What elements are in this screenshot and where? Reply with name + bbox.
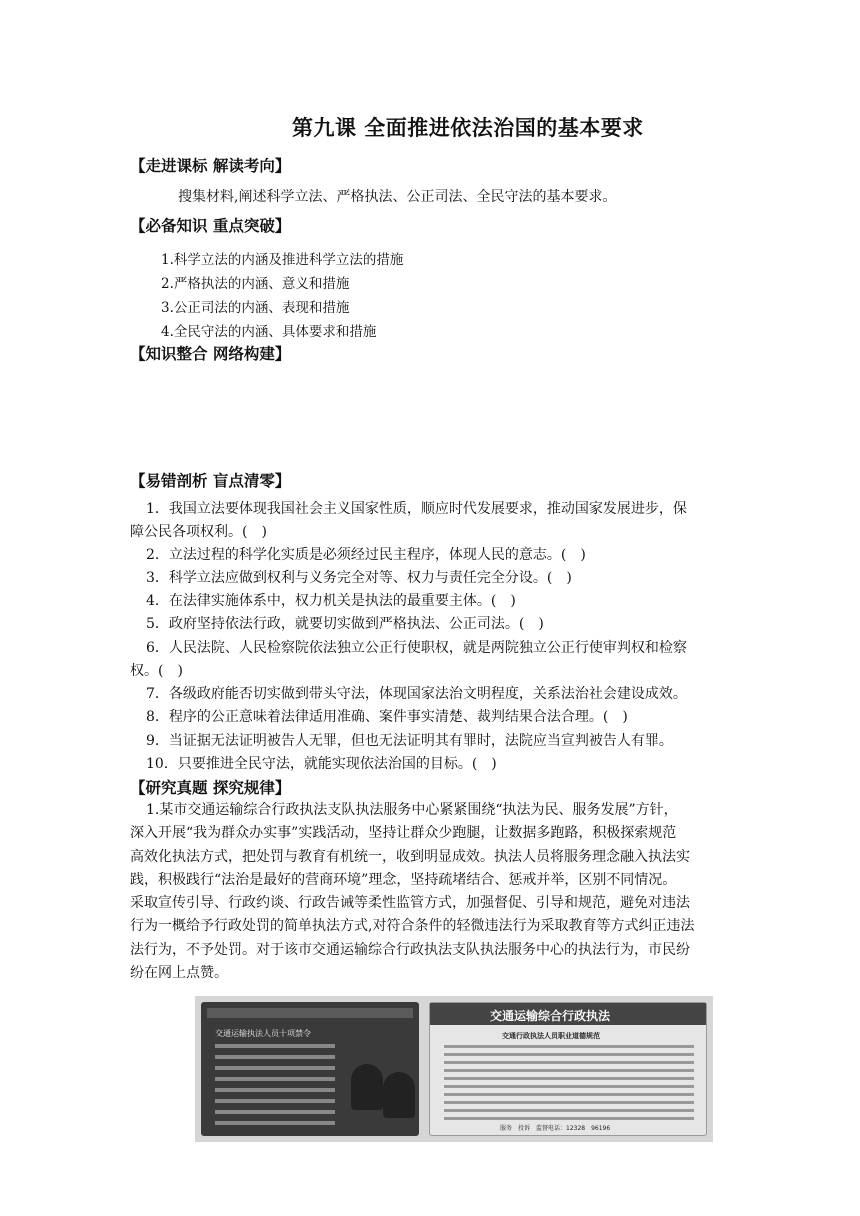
ethics-board-subtitle: 交通行政执法人员职业道德规范 [502,1032,600,1040]
ethics-board-footer: 服务 投诉 监督电话：12328 96196 [500,1125,611,1132]
error-item: 权。( ) [130,663,183,679]
question-paragraph [130,799,740,985]
officer-cartoon-icon [351,1064,383,1110]
section-heading-exam: 【研究真题 探究规律】 [130,779,291,797]
prohibitions-board [201,1002,419,1136]
knowledge-item: 4.全民守法的内涵、具体要求和措施 [161,324,377,340]
question-line: 行为一概给予行政处罚的简单执法方式,对符合条件的轻微违法行为采取教育等方式纠正违法 [130,918,695,935]
section-heading-standards: 【走进课标 解读考向】 [130,157,291,175]
question-line: 法行为，不予处罚。对于该市交通运输综合行政执法支队执法服务中心的执法行为，市民纷 [130,941,690,958]
error-item: 8．程序的公正意味着法律适用准确、案件事实清楚、裁判结果合法合理。( ) [146,709,628,725]
section-heading-errors: 【易错剖析 盲点清零】 [130,472,291,490]
error-item: 3．科学立法应做到权利与义务完全对等、权力与责任完全分设。( ) [146,570,572,586]
question-line: 高效化执法方式，把处罚与教育有机统一，收到明显成效。执法人员将服务理念融入执法实 [130,848,690,865]
error-item: 10．只要推进全民守法，就能实现依法治国的目标。( ) [146,756,497,772]
error-item: 1．我国立法要体现我国社会主义国家性质，顺应时代发展要求，推动国家发展进步，保 [146,501,687,517]
error-item: 9．当证据无法证明被告人无罪，但也无法证明其有罪时，法院应当宣判被告人有罪。 [146,733,673,749]
knowledge-item: 2.严格执法的内涵、意义和措施 [161,276,350,292]
section-heading-knowledge: 【必备知识 重点突破】 [130,217,291,235]
officer-cartoon-icon [383,1072,415,1118]
page-title: 第九课 全面推进依法治国的基本要求 [292,116,644,140]
error-item: 7．各级政府能否切实做到带头守法，体现国家法治文明程度，关系法治社会建设成效。 [146,686,687,702]
error-item: 6．人民法院、人民检察院依法独立公正行使职权，就是两院独立公正行使审判权和检察 [146,640,687,656]
question-line: 1.某市交通运输综合行政执法支队执法服务中心紧紧围绕“执法为民、服务发展”方针， [146,802,678,818]
board-header-strip [207,1008,413,1018]
question-line: 采取宣传引导、行政约谈、行政告诫等柔性监管方式，加强督促、引导和规范，避免对违法 [130,895,690,912]
knowledge-item: 1.科学立法的内涵及推进科学立法的措施 [161,252,404,268]
ethics-board-title: 交通运输综合行政执法 [490,1009,611,1023]
question-line: 深入开展“我为群众办实事”实践活动，坚持让群众少跑腿，让数据多跑路，积极探索规范 [130,825,677,842]
law-enforcement-photo [195,996,713,1142]
error-item: 4．在法律实施体系中，权力机关是执法的最重要主体。( ) [146,593,516,609]
board-text-lines [444,1045,694,1125]
ethics-code-board [429,1002,707,1136]
section-heading-network: 【知识整合 网络构建】 [130,345,291,363]
board-text-lines [215,1044,335,1132]
error-item: 2．立法过程的科学化实质是必须经过民主程序，体现人民的意志。( ) [146,547,586,563]
question-line: 践，积极践行“法治是最好的营商环境”理念，坚持疏堵结合、惩戒并举，区别不同情况。 [130,871,677,888]
knowledge-item: 3.公正司法的内涵、表现和措施 [161,300,350,316]
standard-text: 搜集材料,阐述科学立法、严格执法、公正司法、全民守法的基本要求。 [178,189,617,205]
question-line: 纷在网上点赞。 [130,965,228,982]
error-item: 5．政府坚持依法行政，就要切实做到严格执法、公正司法。( ) [146,616,544,632]
prohibitions-board-title: 交通运输执法人员十项禁令 [215,1029,311,1038]
board-header-strip [430,1003,706,1025]
error-item: 障公民各项权利。( ) [130,524,267,540]
